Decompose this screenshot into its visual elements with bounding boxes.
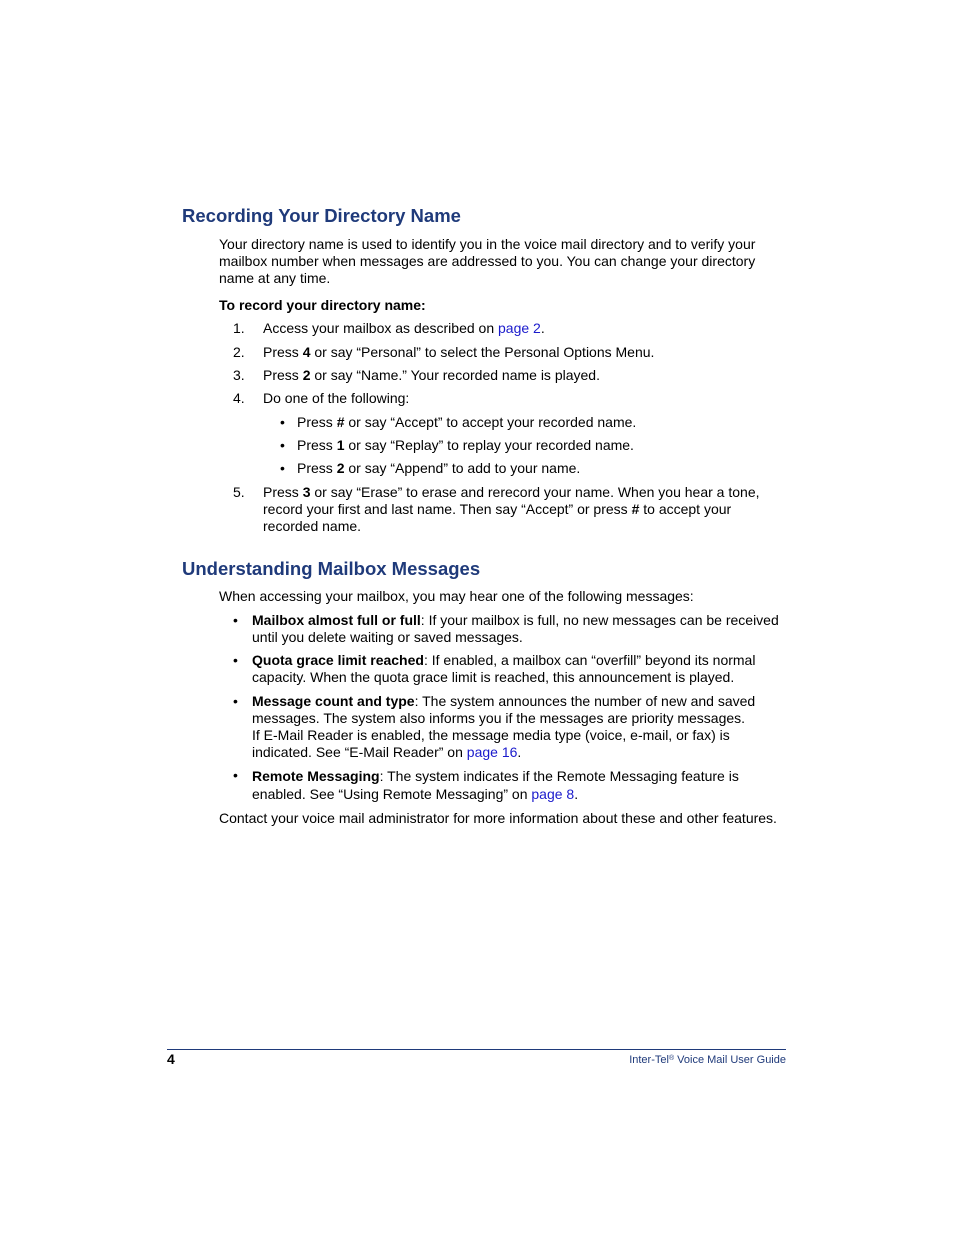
step-number: 3. xyxy=(233,367,245,383)
page-link[interactable]: page 2 xyxy=(498,320,541,336)
step-3-text: Press 2 or say “Name.” Your recorded name is played. xyxy=(263,367,600,383)
section-intro-paragraph: When accessing your mailbox, you may hear one of the following messages: xyxy=(219,588,694,604)
section-heading-understanding-mailbox-messages: Understanding Mailbox Messages xyxy=(182,558,481,579)
list-item: Mailbox almost full or full: If your mailbox is full, no new messages can be received until you delete waiting or saved messages. xyxy=(252,612,779,645)
page-number: 4 xyxy=(167,1051,175,1067)
list-item: Quota grace limit reached: If enabled, a mailbox can “overfill” beyond its normal capacity. When the quota grace limit is reached, this announcement is played. xyxy=(252,652,756,685)
step-number: 4. xyxy=(233,390,245,406)
step-4-text: Do one of the following: xyxy=(263,390,410,406)
procedure-title: To record your directory name: xyxy=(219,297,426,313)
substep-text: Press 2 or say “Append” to add to your name. xyxy=(297,460,581,476)
step-5-text: Press 3 or say “Erase” to erase and rerecord your name. When you hear a tone, record your first and last name. Then say “Accept” or press # to accept your recorded name. xyxy=(263,484,760,534)
substep-text: Press # or say “Accept” to accept your recorded name. xyxy=(297,414,637,430)
section-intro-paragraph: Your directory name is used to identify you in the voice mail directory and to verify your mailbox number when messages are addressed to you. You can change your directory name at any time. xyxy=(219,236,756,286)
bullet-glyph: • xyxy=(280,437,285,453)
bullet-glyph: • xyxy=(233,693,238,709)
step-number: 5. xyxy=(233,484,245,500)
page-link[interactable]: page 8 xyxy=(531,786,575,802)
page-link[interactable]: page 16 xyxy=(466,744,518,760)
list-item: Remote Messaging: The system indicates if the Remote Messaging feature is enabled. See “Using Remote Messaging” on page 8. xyxy=(252,768,739,802)
substep-text: Press 1 or say “Replay” to replay your recorded name. xyxy=(297,437,634,453)
footer-rule xyxy=(167,1049,786,1050)
step-number: 1. xyxy=(233,320,245,336)
bullet-glyph: • xyxy=(280,414,285,430)
section-heading-recording-directory-name: Recording Your Directory Name xyxy=(182,205,461,226)
list-item: Message count and type: The system announces the number of new and saved messages. The system also informs you if the messages are priority messages. If E-Mail Reader is enabled, the message media type (voice, e-mail, or fax) is indicated. See “E-Mail Reader” on page 16. xyxy=(252,693,756,760)
bullet-glyph: • xyxy=(233,652,238,668)
bullet-glyph: • xyxy=(280,460,285,476)
step-1-text: Access your mailbox as described on page 2. xyxy=(263,320,545,336)
step-2-text: Press 4 or say “Personal” to select the Personal Options Menu. xyxy=(263,344,655,360)
step-number: 2. xyxy=(233,344,245,360)
bullet-glyph: • xyxy=(233,767,238,783)
footer-document-title: Inter-Tel® Voice Mail User Guide xyxy=(629,1054,786,1066)
bullet-glyph: • xyxy=(233,612,238,628)
closing-paragraph: Contact your voice mail administrator for more information about these and other features. xyxy=(219,810,777,826)
